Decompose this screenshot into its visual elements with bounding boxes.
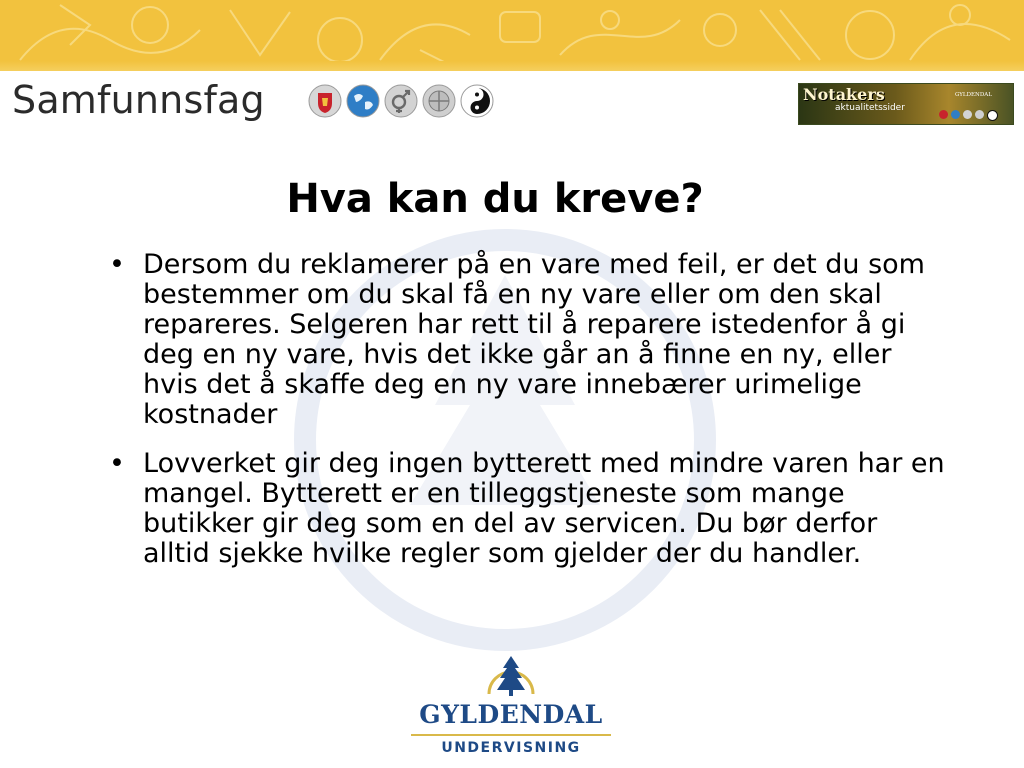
notakers-icons: [939, 110, 998, 121]
gender-symbol-icon: [963, 110, 972, 119]
publisher-divider: [411, 734, 611, 736]
notakers-subtitle: aktualitetssider: [835, 103, 905, 113]
banner-doodles: [0, 0, 1024, 71]
publisher-logo: [405, 650, 617, 762]
notakers-logo-text: GYLDENDAL: [955, 92, 992, 98]
coat-of-arms-icon: [939, 110, 948, 119]
bullet-item: [105, 250, 945, 430]
compass-icon: [975, 110, 984, 119]
yin-yang-icon: [460, 84, 494, 118]
bullet-text: Lovverket gir deg ingen bytterett med mindre varen har en mangel. Bytterett er en tilleggstjeneste som mange butikker gir deg som en del av servicen. Du bør derfor alltid sjekke hvilke regler som gjelder der du handler.: [143, 448, 945, 569]
compass-icon: [422, 84, 456, 118]
globe-icon: [346, 84, 380, 118]
decorative-banner: [0, 0, 1024, 71]
publisher-division: UNDERVISNING: [441, 740, 581, 756]
subject-icons: [308, 84, 494, 118]
notakers-title: Notakers: [803, 85, 885, 104]
bullet-marker: •: [109, 448, 125, 479]
gender-symbol-icon: [384, 84, 418, 118]
bullet-item: [105, 449, 945, 569]
globe-icon: [951, 110, 960, 119]
brand-title: Samfunnsfag: [12, 78, 265, 122]
coat-of-arms-icon: [308, 84, 342, 118]
tree-emblem-icon: [483, 650, 539, 704]
notakers-banner[interactable]: [798, 83, 1014, 125]
publisher-name: GYLDENDAL: [419, 700, 603, 729]
bullet-text: Dersom du reklamerer på en vare med feil, er det du som bestemmer om du skal få en ny vare eller om den skal repareres. Selgeren har rett til å reparere istedenfor å gi deg en ny vare, hvis det ikke går an å finne en ny, eller hvis det å skaffe deg en ny vare innebærer urimelige kostnader: [143, 249, 925, 430]
bullet-list: [105, 250, 945, 588]
yin-yang-icon: [987, 110, 998, 121]
bullet-marker: •: [109, 249, 125, 280]
slide-title: Hva kan du kreve?: [286, 176, 704, 222]
